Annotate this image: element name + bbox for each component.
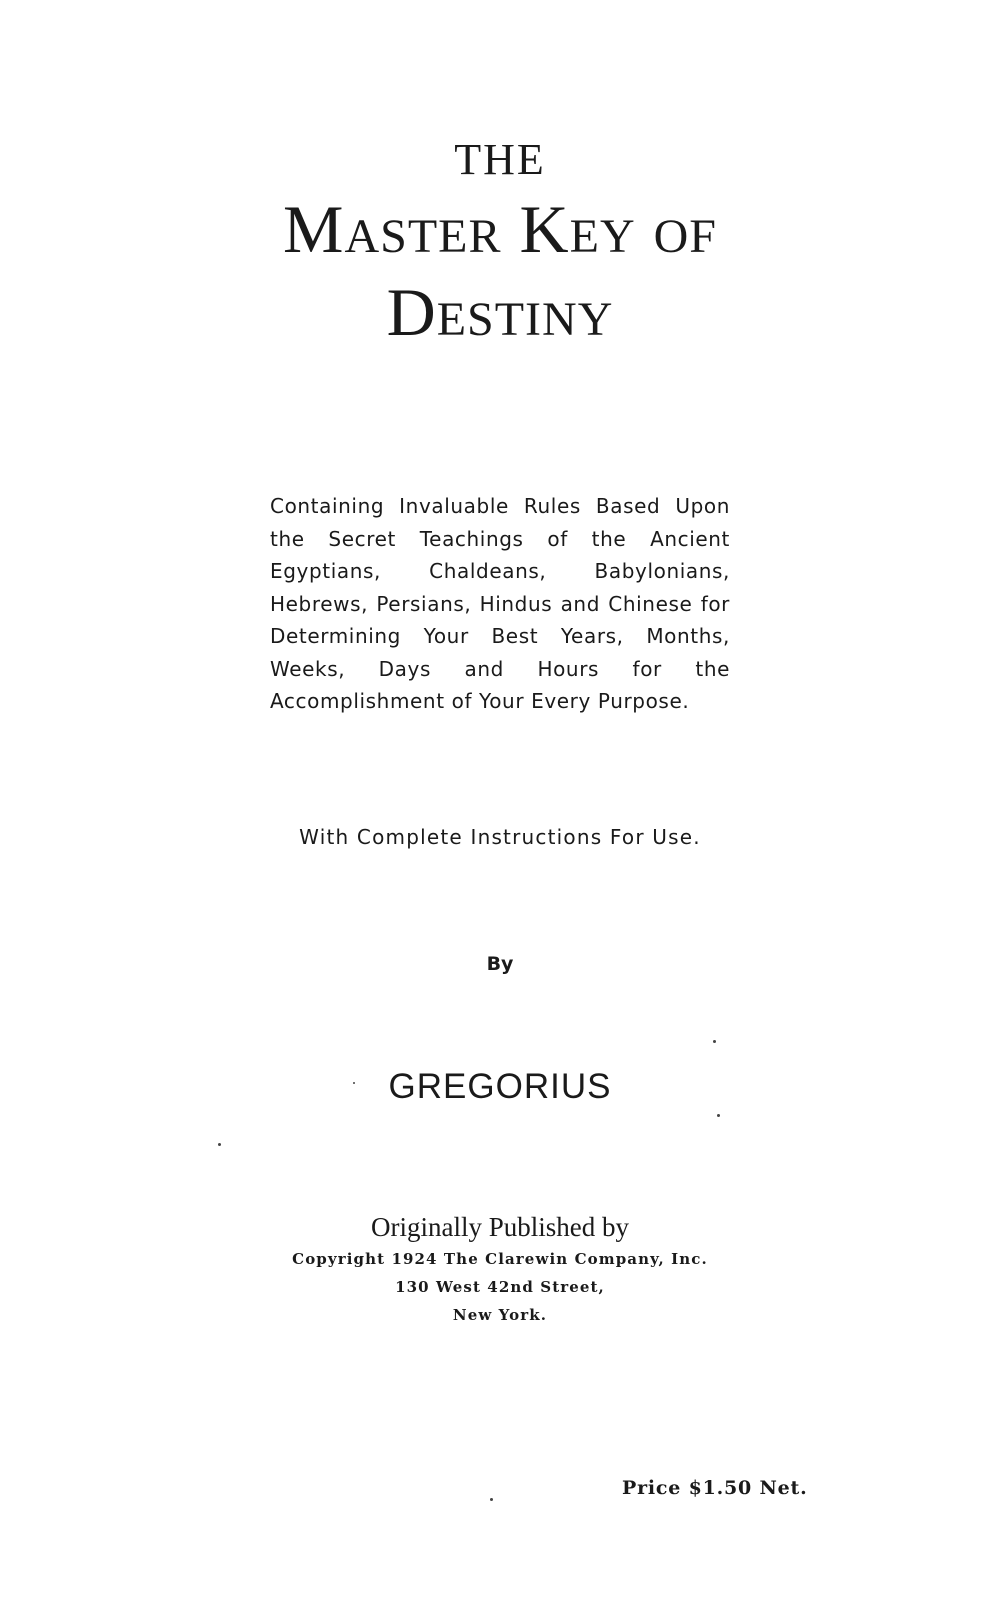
originally-published-line: Originally Published by xyxy=(371,1212,629,1242)
copyright-line: Copyright 1924 The Clarewin Company, Inc. xyxy=(292,1250,708,1268)
description-paragraph: Containing Invaluable Rules Based Upon the Secret Teachings of the Ancient Egyptians, Chaldeans, Babylonians, Hebrews, Persians, Hindus and Chinese for Determining Your Best Years, Months, Weeks, Days and Hours for the Accomplishment of Your Every Purpose. xyxy=(270,494,730,713)
scan-speck xyxy=(490,1498,493,1501)
scan-speck xyxy=(218,1143,221,1146)
scan-speck xyxy=(713,1040,716,1043)
title-line-1: Master Key of xyxy=(283,191,717,267)
author-name: GREGORIUS xyxy=(388,1067,612,1106)
city-line: New York. xyxy=(452,1306,548,1324)
scan-speck xyxy=(717,1114,720,1117)
title-line-2: Destiny xyxy=(386,274,614,350)
address-line: 130 West 42nd Street, xyxy=(395,1278,605,1296)
scan-speck xyxy=(353,1082,355,1084)
title-article: THE xyxy=(454,135,546,184)
price-label: Price $1.50 Net. xyxy=(622,1477,808,1499)
by-label: By xyxy=(486,953,514,975)
instructions-line: With Complete Instructions For Use. xyxy=(299,825,701,849)
